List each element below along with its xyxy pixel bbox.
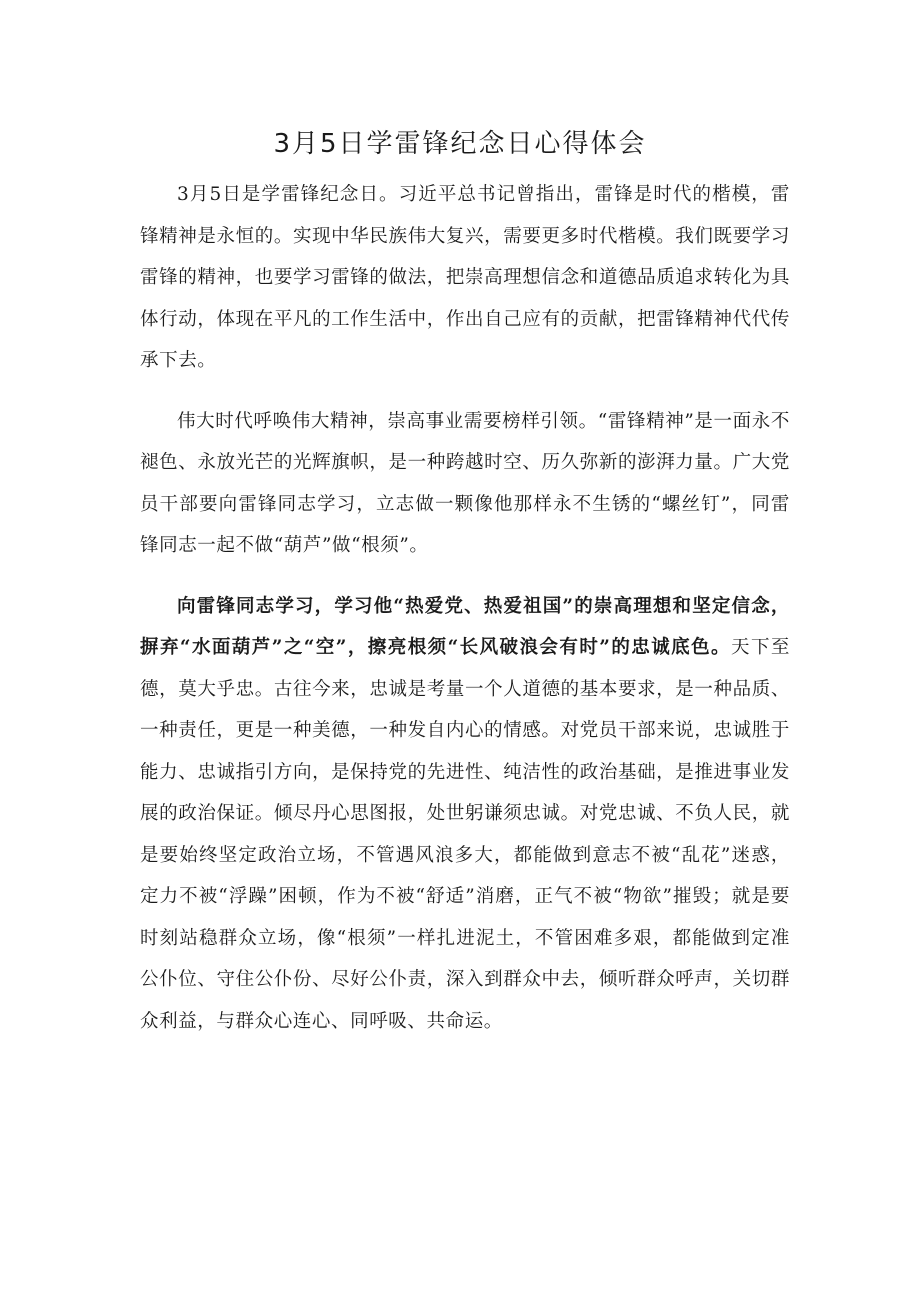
- paragraph-1: [140, 174, 790, 382]
- paragraph-2-text: 伟大时代呼唤伟大精神，崇高事业需要榜样引领。“雷锋精神”是一面永不褪色、永放光芒的光辉旗帜，是一种跨越时空、历久弥新的澎湃力量。广大党员干部要向雷锋同志学习，立志做一颗像他那样永不生锈的“螺丝钉”，同雷锋同志一起不做“葫芦”做“根须”。: [140, 410, 790, 556]
- document-title: 3月5日学雷锋纪念日心得体会: [273, 129, 647, 159]
- paragraph-1-text: 3月5日是学雷锋纪念日。习近平总书记曾指出，雷锋是时代的楷模，雷锋精神是永恒的。实现中华民族伟大复兴，需要更多时代楷模。我们既要学习雷锋的精神，也要学习雷锋的做法，把崇高理想信念和道德品质追求转化为具体行动，体现在平凡的工作生活中，作出自己应有的贡献，把雷锋精神代代传承下去。: [140, 184, 790, 371]
- paragraph-2: [140, 401, 790, 567]
- paragraph-3-text: 天下至德，莫大乎忠。古往今来，忠诚是考量一个人道德的基本要求，是一种品质、一种责任，更是一种美德，一种发自内心的情感。对党员干部来说，忠诚胜于能力、忠诚指引方向，是保持党的先进性、纯洁性的政治基础，是推进事业发展的政治保证。倾尽丹心思图报，处世躬谦须忠诚。对党忠诚、不负人民，就是要始终坚定政治立场，不管遇风浪多大，都能做到意志不被“乱花”迷惑，定力不被“浮躁”困顿，作为不被“舒适”消磨，正气不被“物欲”摧毁；就是要时刻站稳群众立场，像“根须”一样扎进泥土，不管困难多艰，都能做到定准公仆位、守住公仆份、尽好公仆责，深入到群众中去，倾听群众呼声，关切群众利益，与群众心连心、同呼吸、共命运。: [140, 637, 790, 1032]
- paragraph-3-lead: 向雷锋同志学习，学习他“热爱党、热爱祖国”的崇高理想和坚定信念，摒弃“水面葫芦”之“空”，擦亮根须“长风破浪会有时”的忠诚底色。: [140, 595, 790, 658]
- paragraph-3: [140, 586, 790, 1043]
- document-body: [140, 174, 790, 1042]
